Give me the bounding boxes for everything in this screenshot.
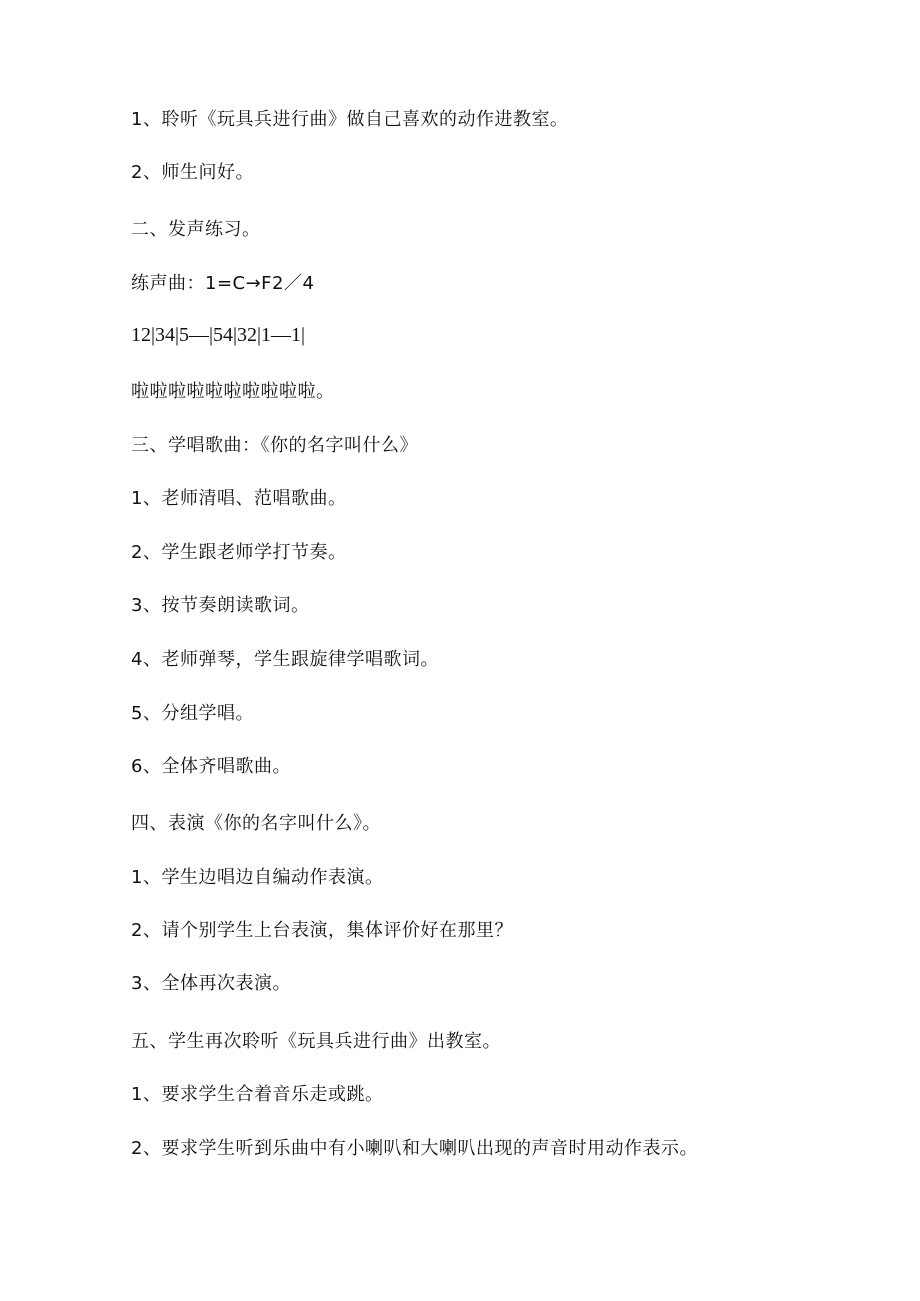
text-line: 1、学生边唱边自编动作表演。 — [131, 867, 384, 888]
section-heading: 四、表演《你的名字叫什么》。 — [131, 813, 381, 834]
text-line: 2、师生问好。 — [131, 162, 254, 183]
text-line: 1、要求学生合着音乐走或跳。 — [131, 1084, 384, 1105]
lyrics-line: 啦啦啦啦啦啦啦啦啦啦。 — [131, 381, 335, 402]
text-line: 5、分组学唱。 — [131, 703, 254, 724]
section-heading: 三、学唱歌曲：《你的名字叫什么》 — [131, 435, 418, 456]
section-heading: 二、发声练习。 — [131, 219, 261, 240]
text-line: 4、老师弹琴，学生跟旋律学唱歌词。 — [131, 649, 439, 670]
text-line: 2、学生跟老师学打节奏。 — [131, 542, 347, 563]
text-line: 1、老师清唱、范唱歌曲。 — [131, 488, 347, 509]
section-heading: 五、学生再次聆听《玩具兵进行曲》出教室。 — [131, 1031, 501, 1052]
text-line: 1、聆听《玩具兵进行曲》做自己喜欢的动作进教室。 — [131, 109, 569, 130]
text-line: 2、要求学生听到乐曲中有小喇叭和大喇叭出现的声音时用动作表示。 — [131, 1138, 698, 1159]
text-line: 3、全体再次表演。 — [131, 973, 291, 994]
text-line: 6、全体齐唱歌曲。 — [131, 756, 291, 777]
text-line: 练声曲：1=C→F2／4 — [131, 273, 315, 294]
music-notation: 12|34|5—|54|32|1—1| — [131, 324, 306, 346]
text-line: 2、请个别学生上台表演，集体评价好在那里？ — [131, 920, 513, 941]
text-line: 3、按节奏朗读歌词。 — [131, 595, 310, 616]
